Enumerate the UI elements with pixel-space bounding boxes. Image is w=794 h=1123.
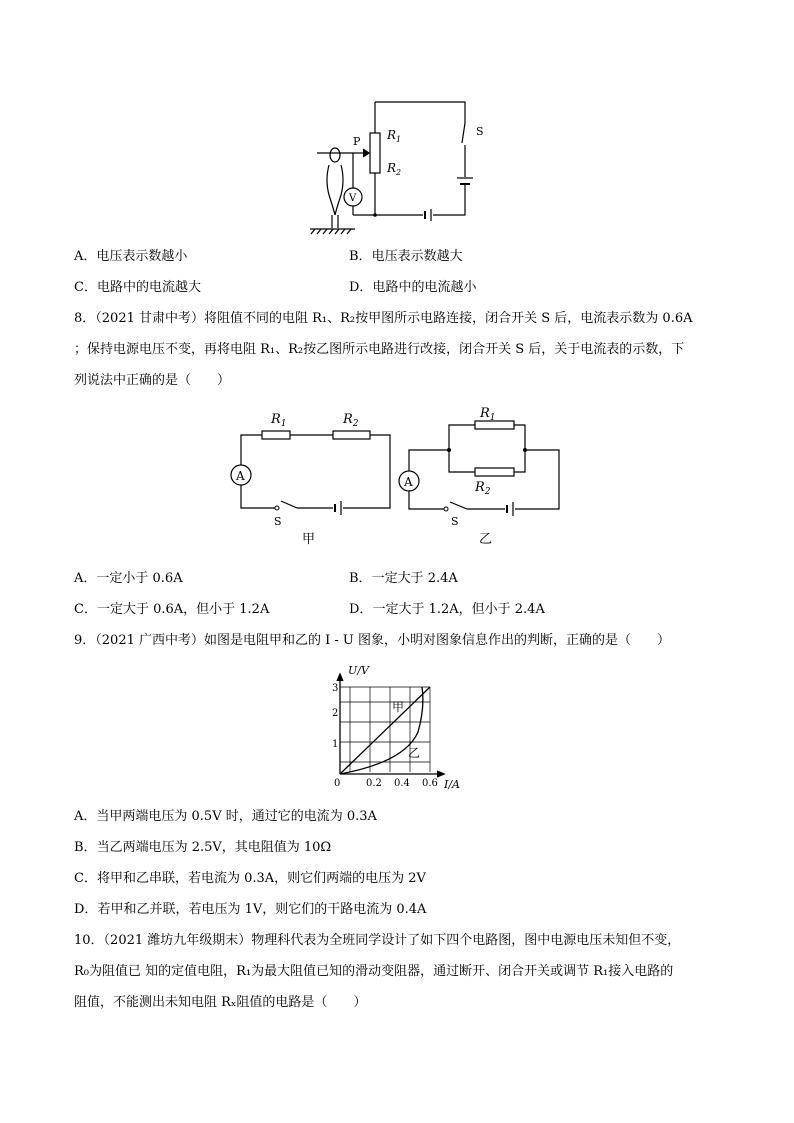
svg-text:R2: $R_2$: [343, 412, 359, 429]
q8-stem-line3: 列说法中正确的是（ ）: [74, 373, 231, 388]
q10-stem-line2: R₀为阻值已 知的定值电阻，R₁为最大阻值已知的滑动变阻器，通过断开、闭合开关或调节 R₁接入电路的: [74, 964, 674, 979]
x-tick-0.2: 0.2: [366, 778, 382, 789]
svg-text:R2: $R_2$: [387, 161, 402, 177]
q7-option-c[interactable]: C．电路中的电流越大: [74, 280, 201, 295]
q7-option-d[interactable]: D．电路中的电流越小: [349, 280, 477, 295]
svg-text:R1: $R_1$: [480, 406, 496, 423]
q8-option-b[interactable]: B．一定大于 2.4A: [349, 571, 458, 586]
q9-iu-graph: [330, 662, 465, 797]
y-tick-3: 3: [332, 683, 339, 694]
x-tick-0.4: 0.4: [394, 778, 410, 789]
q8-circuit-yi: [395, 405, 575, 550]
y-tick-1: 1: [332, 739, 339, 750]
q8-jia-ammeter-label: A: [236, 469, 245, 483]
q7-label-S: S: [476, 125, 484, 138]
q7-option-b[interactable]: B．电压表示数越大: [349, 249, 463, 264]
q8-yi-R2-label: R: [475, 480, 485, 495]
svg-text:R1: $R_1$: [271, 412, 287, 429]
q7-label-R2: R: [387, 161, 397, 175]
q10-stem-line1: 10．（2021 潍坊九年级期末）物理科代表为全班同学设计了如下四个电路图，图中电源电压未知但不变，: [74, 933, 681, 948]
x-tick-0.6: 0.6: [422, 778, 438, 789]
y-axis-label: U/V: [348, 664, 369, 677]
q8-yi-R1-label: R: [480, 406, 490, 421]
series-jia-label: 甲: [392, 700, 405, 714]
svg-text:R1: $R_1$: [387, 128, 402, 144]
q9-option-b[interactable]: B．当乙两端电压为 2.5V，其电阻值为 10Ω: [74, 840, 332, 855]
q8-option-c[interactable]: C．一定大于 0.6A，但小于 1.2A: [74, 602, 270, 617]
y-tick-2: 2: [332, 708, 339, 719]
q8-yi-caption: 乙: [479, 532, 493, 547]
q7-label-P: P: [353, 135, 361, 148]
q9-option-c[interactable]: C．将甲和乙串联，若电流为 0.3A，则它们两端的电压为 2V: [74, 871, 426, 886]
svg-text:R2: $R_2$: [475, 480, 491, 497]
q8-jia-switch-label: S: [274, 515, 282, 528]
series-yi-label: 乙: [408, 746, 421, 760]
series-yi-curve: [340, 687, 423, 774]
q9-stem: 9．（2021 广西中考）如图是电阻甲和乙的 I - U 图象，小明对图象信息作出的判断，正确的是（ ）: [74, 633, 671, 648]
q8-yi-switch-label: S: [451, 515, 459, 528]
q8-yi-ammeter-label: A: [404, 475, 413, 489]
q8-jia-R1-label: R: [271, 412, 281, 427]
q10-stem-line3: 阻值，不能测出未知电阻 Rₓ阻值的电路是（ ）: [74, 995, 367, 1010]
q7-label-R1: R: [387, 128, 397, 142]
x-tick-0: 0: [334, 778, 341, 789]
q9-option-a[interactable]: A．当甲两端电压为 0.5V 时，通过它的电流为 0.3A: [74, 809, 377, 824]
q7-circuit-figure: [305, 95, 505, 235]
q7-label-V: V: [349, 193, 357, 204]
q8-option-a[interactable]: A．一定小于 0.6A: [74, 571, 183, 586]
q8-option-d[interactable]: D．一定大于 1.2A，但小于 2.4A: [349, 602, 545, 617]
q8-jia-caption: 甲: [302, 532, 316, 547]
q8-stem-line2: ；保持电源电压不变，再将电阻 R₁、R₂按乙图所示电路进行改接，闭合开关 S 后，关于电流表的示数，下: [74, 342, 685, 357]
x-axis-label: I/A: [444, 778, 460, 791]
q7-option-a[interactable]: A．电压表示数越小: [74, 249, 188, 264]
q8-circuit-jia: [225, 405, 400, 550]
q9-option-d[interactable]: D．若甲和乙并联，若电压为 1V，则它们的干路电流为 0.4A: [74, 902, 427, 917]
q8-stem-line1: 8．（2021 甘肃中考）将阻值不同的电阻 R₁、R₂按甲图所示电路连接，闭合开关 S 后，电流表示数为 0.6A: [74, 311, 693, 326]
q8-jia-R2-label: R: [343, 412, 353, 427]
